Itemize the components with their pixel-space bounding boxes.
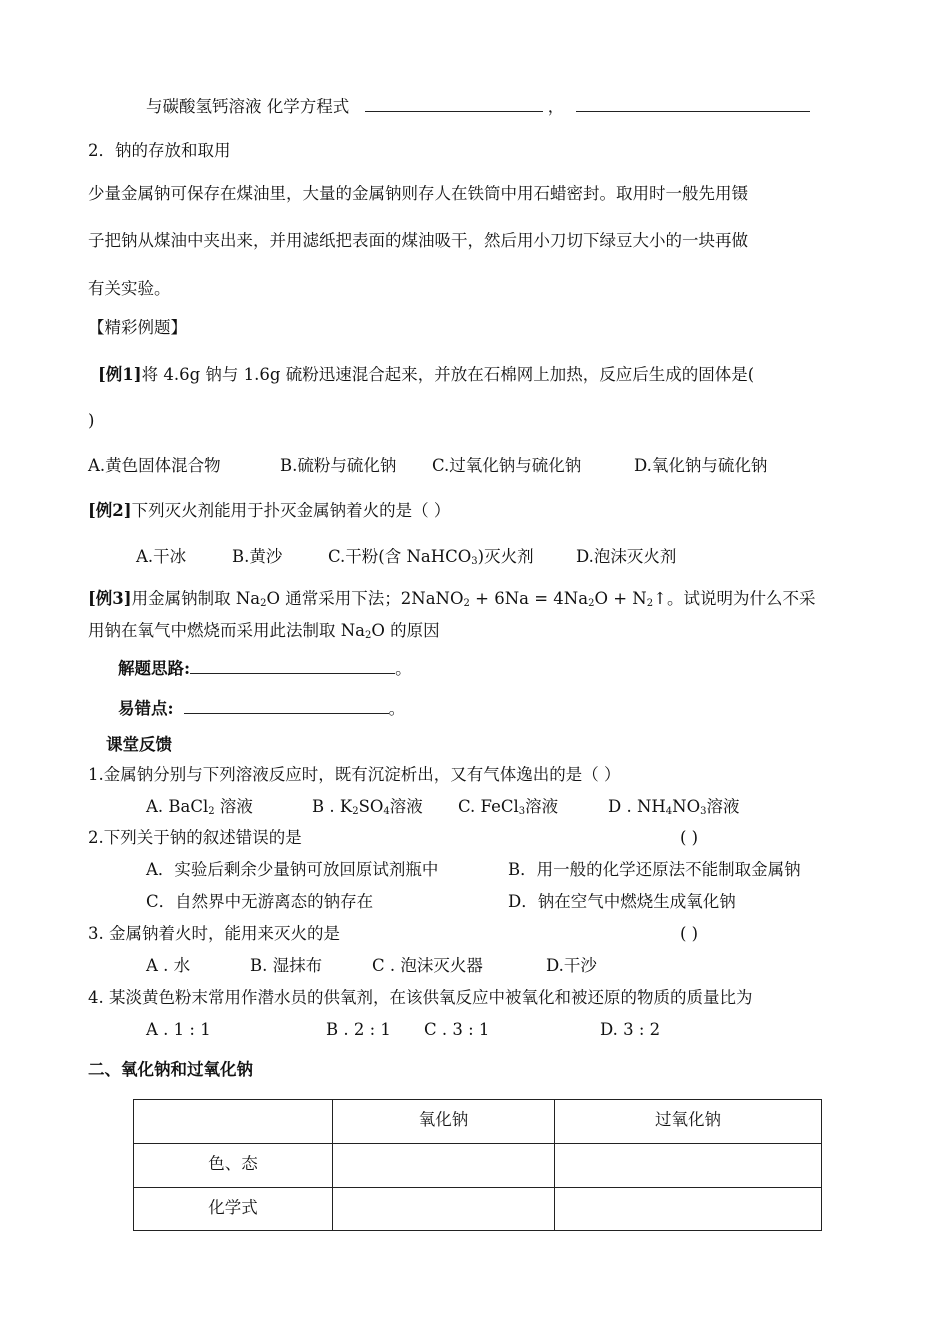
option: A. BaCl$_2$ 溶液 bbox=[146, 797, 253, 817]
option: D．钠在空气中燃烧生成氧化钠 bbox=[508, 892, 736, 911]
table-cell[interactable] bbox=[333, 1144, 555, 1188]
option: D.干沙 bbox=[546, 956, 597, 975]
table-header-cell: 过氧化钠 bbox=[555, 1100, 822, 1144]
answer-blank[interactable] bbox=[365, 97, 543, 112]
question-3-stem: 3. 金属钠着火时，能用来灭火的是 bbox=[88, 924, 340, 943]
option: B．用一般的化学还原法不能制取金属钠 bbox=[508, 860, 801, 879]
option: C.干粉(含 NaHCO$_3$)灭火剂 bbox=[328, 547, 534, 567]
option: D . $NH_4NO_3$溶液 bbox=[608, 797, 740, 817]
period: 。 bbox=[395, 659, 412, 678]
option: C．自然界中无游离态的钠存在 bbox=[146, 892, 374, 911]
example-3-stem bbox=[88, 591, 815, 609]
answer-blank[interactable] bbox=[576, 97, 810, 112]
table-row bbox=[134, 1144, 822, 1188]
option: B. 湿抹布 bbox=[250, 956, 323, 975]
table-cell[interactable] bbox=[333, 1188, 555, 1231]
option: D.泡沫灭火剂 bbox=[576, 547, 677, 566]
question-1-stem: 1.金属钠分别与下列溶液反应时，既有沉淀析出，又有气体逸出的是（ ） bbox=[88, 765, 621, 784]
table-row bbox=[134, 1188, 822, 1231]
example-stem: 用金属钠制取 $Na_2O$ 通常采用下法；2NaNO$_2$ + $6Na = 4Na_2O$ + $N_2↑$。试说明为什么不采 bbox=[131, 589, 816, 609]
example-2-stem bbox=[88, 503, 450, 520]
error-label: 易错点: bbox=[118, 699, 174, 718]
question-3-paren: ( ) bbox=[680, 924, 699, 943]
option: B . 2 : 1 bbox=[326, 1020, 391, 1039]
option: A.黄色固体混合物 bbox=[88, 456, 221, 475]
option: C. FeCl$_3$溶液 bbox=[458, 797, 559, 817]
option: C.过氧化钠与硫化钠 bbox=[432, 456, 582, 475]
section-heading: 2．钠的存放和取用 bbox=[88, 141, 231, 160]
table-header-row bbox=[134, 1100, 822, 1144]
equation-intro-text: 与碳酸氢钙溶液 化学方程式 bbox=[146, 97, 350, 116]
option: D.氧化钠与硫化钠 bbox=[634, 456, 768, 475]
paragraph-line: 少量金属钠可保存在煤油里，大量的金属钠则存人在铁筒中用石蜡密封。取用时一般先用镊 bbox=[88, 184, 748, 203]
comma: ， bbox=[547, 97, 565, 116]
option: A．实验后剩余少量钠可放回原试剂瓶中 bbox=[146, 860, 439, 879]
table-row-label: 化学式 bbox=[134, 1188, 333, 1231]
option: B.黄沙 bbox=[232, 547, 283, 566]
example-tag: [例3] bbox=[88, 589, 132, 608]
example-stem: 将 4.6g 钠与 1.6g 硫粉迅速混合起来，并放在石棉网上加热，反应后生成的固体是( bbox=[141, 365, 755, 384]
paragraph-line: 有关实验。 bbox=[88, 279, 171, 298]
table-row-label: 色、态 bbox=[134, 1144, 333, 1188]
example-tag: [例2] bbox=[88, 501, 132, 520]
part2-heading: 二、氧化钠和过氧化钠 bbox=[88, 1060, 253, 1079]
question-4-stem: 4. 某淡黄色粉末常用作潜水员的供氧剂，在该供氧反应中被氧化和被还原的物质的质量比为 bbox=[88, 988, 753, 1007]
feedback-heading: 课堂反馈 bbox=[106, 735, 172, 754]
example-1-stem bbox=[98, 367, 754, 384]
examples-heading: 【精彩例题】 bbox=[88, 318, 187, 337]
paragraph-line: 子把钠从煤油中夹出来，并用滤纸把表面的煤油吸干，然后用小刀切下绿豆大小的一块再做 bbox=[88, 231, 748, 250]
option: C . 3 : 1 bbox=[424, 1020, 490, 1039]
option: D. 3 : 2 bbox=[600, 1020, 661, 1039]
table-cell[interactable] bbox=[555, 1188, 822, 1231]
error-line bbox=[118, 699, 405, 718]
example-tag: [例1] bbox=[98, 365, 142, 384]
table-header-cell bbox=[134, 1100, 333, 1144]
table-header-cell: 氧化钠 bbox=[333, 1100, 555, 1144]
option: A.干冰 bbox=[136, 547, 187, 566]
option: B . $K_2SO_4$溶液 bbox=[312, 797, 423, 817]
option: A . 水 bbox=[146, 956, 191, 975]
question-2-stem: 2.下列关于钠的叙述错误的是 bbox=[88, 828, 302, 847]
option: C . 泡沫灭火器 bbox=[372, 956, 483, 975]
example-3-stem-line2: 用钠在氧气中燃烧而采用此法制取 $Na_2O$ 的原因 bbox=[88, 621, 440, 641]
question-2-paren: ( ) bbox=[680, 828, 699, 847]
option: A . 1 : 1 bbox=[146, 1020, 211, 1039]
thinking-line bbox=[118, 659, 412, 678]
example-1-stem-end: ) bbox=[88, 411, 95, 430]
answer-blank[interactable] bbox=[184, 699, 389, 714]
comparison-table bbox=[133, 1099, 822, 1231]
answer-blank[interactable] bbox=[190, 659, 395, 674]
thinking-label: 解题思路: bbox=[118, 659, 191, 678]
table-cell[interactable] bbox=[555, 1144, 822, 1188]
equation-intro-line bbox=[146, 97, 810, 116]
option: B.硫粉与硫化钠 bbox=[280, 456, 397, 475]
example-stem: 下列灭火剂能用于扑灭金属钠着火的是（ ） bbox=[131, 501, 451, 520]
period: 。 bbox=[388, 699, 406, 718]
